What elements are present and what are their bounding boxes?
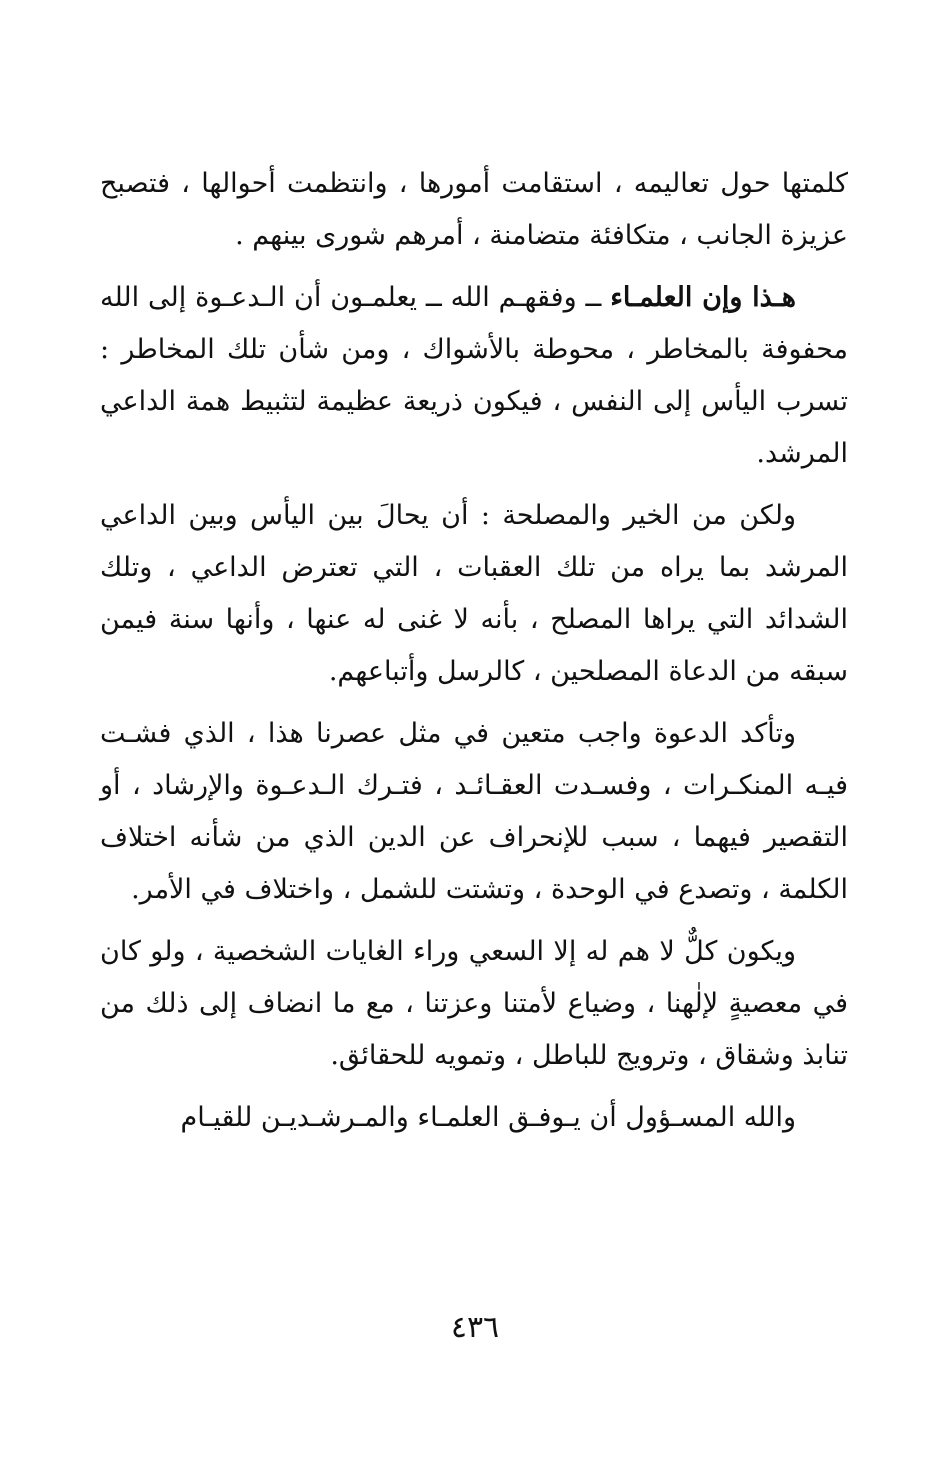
paragraph-4-text: وتأكد الدعوة واجب متعين في مثل عصرنا هذا ، الذي فشـت فيـه المنكـرات ، وفسـدت العقـائـد ، فتـرك الـدعـوة والإرشاد ، أو التقصير فيهما ، سبب للإنحراف عن الدين الذي من شأنه اختلاف الكلمة ، وتصدع في الوحدة ، وتشتت للشمل ، واختلاف في الأمر. [100, 718, 848, 905]
page-body [100, 158, 848, 1154]
page-number: ٤٣٦ [450, 1310, 500, 1345]
paragraph-4 [100, 708, 848, 916]
paragraph-2 [100, 272, 848, 480]
paragraph-6 [100, 1092, 848, 1144]
paragraph-6-text: والله المسـؤول أن يـوفـق العلمـاء والمـرشـديـن للقيـام [180, 1102, 796, 1133]
paragraph-5 [100, 926, 848, 1082]
paragraph-1 [100, 158, 848, 262]
paragraph-1-text: كلمتها حول تعاليمه ، استقامت أمورها ، وانتظمت أحوالها ، فتصبح عزيزة الجانب ، متكافئة متضامنة ، أمرهم شورى بينهم . [100, 168, 848, 251]
paragraph-5-text: ويكون كلٌّ لا هم له إلا السعي وراء الغايات الشخصية ، ولو كان في معصيةٍ لإلٰهنا ، وضياع لأمتنا وعزتنا ، مع ما انضاف إلى ذلك من تنابذ وشقاق ، وترويج للباطل ، وتمويه للحقائق. [100, 936, 848, 1071]
paragraph-2-text: ــ وفقهـم الله ــ يعلمـون أن الـدعـوة إلى الله محفوفة بالمخاطر ، محوطة بالأشواك ، ومن شأن تلك المخاطر : تسرب اليأس إلى النفس ، فيكون ذريعة عظيمة لتثبيط همة الداعي المرشد. [100, 282, 848, 469]
paragraph-3-text: ولكن من الخير والمصلحة : أن يحالَ بين اليأس وبين الداعي المرشد بما يراه من تلك العقبات ، التي تعترض الداعي ، وتلك الشدائد التي يراها المصلح ، بأنه لا غنى له عنها ، وأنها سنة فيمن سبقه من الدعاة المصلحين ، كالرسل وأتباعهم. [100, 500, 848, 687]
paragraph-3 [100, 490, 848, 698]
paragraph-2-lead: هـذا وإن العلمـاء [610, 282, 796, 313]
